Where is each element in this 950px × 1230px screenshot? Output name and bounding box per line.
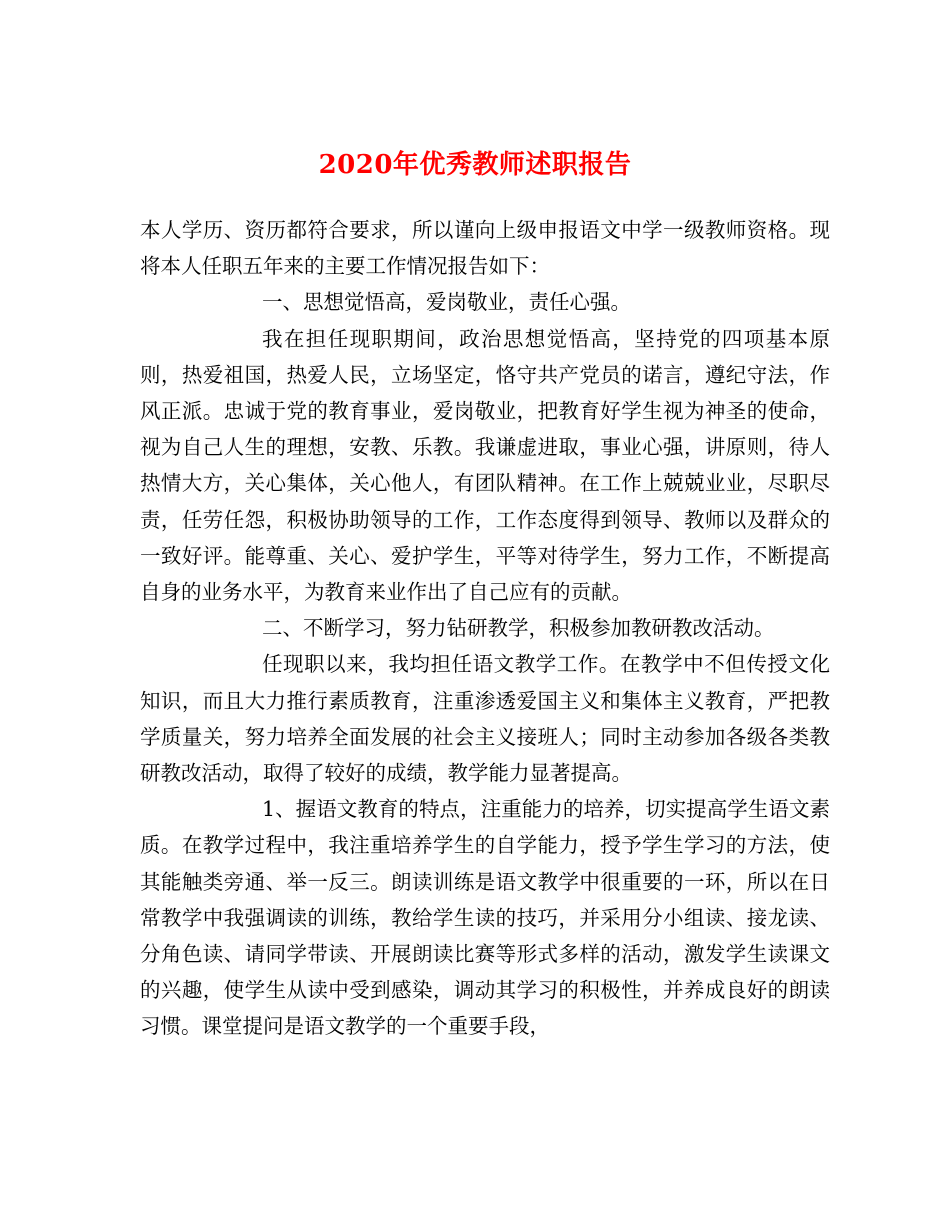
document-body <box>140 212 830 1045</box>
paragraph-section-2: 任现职以来，我均担任语文教学工作。在教学中不但传授文化知识，而且大力推行素质教育，注重渗透爱国主义和集体主义教育，严把教学质量关，努力培养全面发展的社会主义接班人；同时主动参加各级各类教研教改活动，取得了较好的成绩，教学能力显著提高。 <box>140 652 830 786</box>
paragraph-item-1: 1、握语文教育的特点，注重能力的培养，切实提高学生语文素质。在教学过程中，我注重培养学生的自学能力，授予学生学习的方法，使其能触类旁通、举一反三。朗读训练是语文教学中很重要的一环，所以在日常教学中我强调读的训练，教给学生读的技巧，并采用分小组读、接龙读、分角色读、请同学带读、开展朗读比赛等形式多样的活动，激发学生读课文的兴趣，使学生从读中受到感染，调动其学习的积极性，并养成良好的朗读习惯。课堂提问是语文教学的一个重要手段， <box>140 797 830 1039</box>
paragraph-section-1: 我在担任现职期间，政治思想觉悟高，坚持党的四项基本原则，热爱祖国，热爱人民，立场坚定，恪守共产党员的诺言，遵纪守法，作风正派。忠诚于党的教育事业，爱岗敬业，把教育好学生视为神圣的使命，视为自己人生的理想，安教、乐教。我谦虚进取，事业心强，讲原则，待人热情大方，关心集体，关心他人，有团队精神。在工作上兢兢业业，尽职尽责，任劳任怨，积极协助领导的工作，工作态度得到领导、教师以及群众的一致好评。能尊重、关心、爱护学生，平等对待学生，努力工作，不断提高自身的业务水平，为教育来业作出了自己应有的贡献。 <box>140 326 830 605</box>
section-heading-2: 二、不断学习，努力钻研教学，积极参加教研教改活动。 <box>262 616 775 641</box>
document-title: 2020年优秀教师述职报告 <box>318 150 632 181</box>
paragraph-intro: 本人学历、资历都符合要求，所以谨向上级申报语文中学一级教师资格。现将本人任职五年来的主要工作情况报告如下： <box>140 218 830 279</box>
section-heading-1: 一、思想觉悟高，爱岗敬业，责任心强。 <box>262 290 631 315</box>
